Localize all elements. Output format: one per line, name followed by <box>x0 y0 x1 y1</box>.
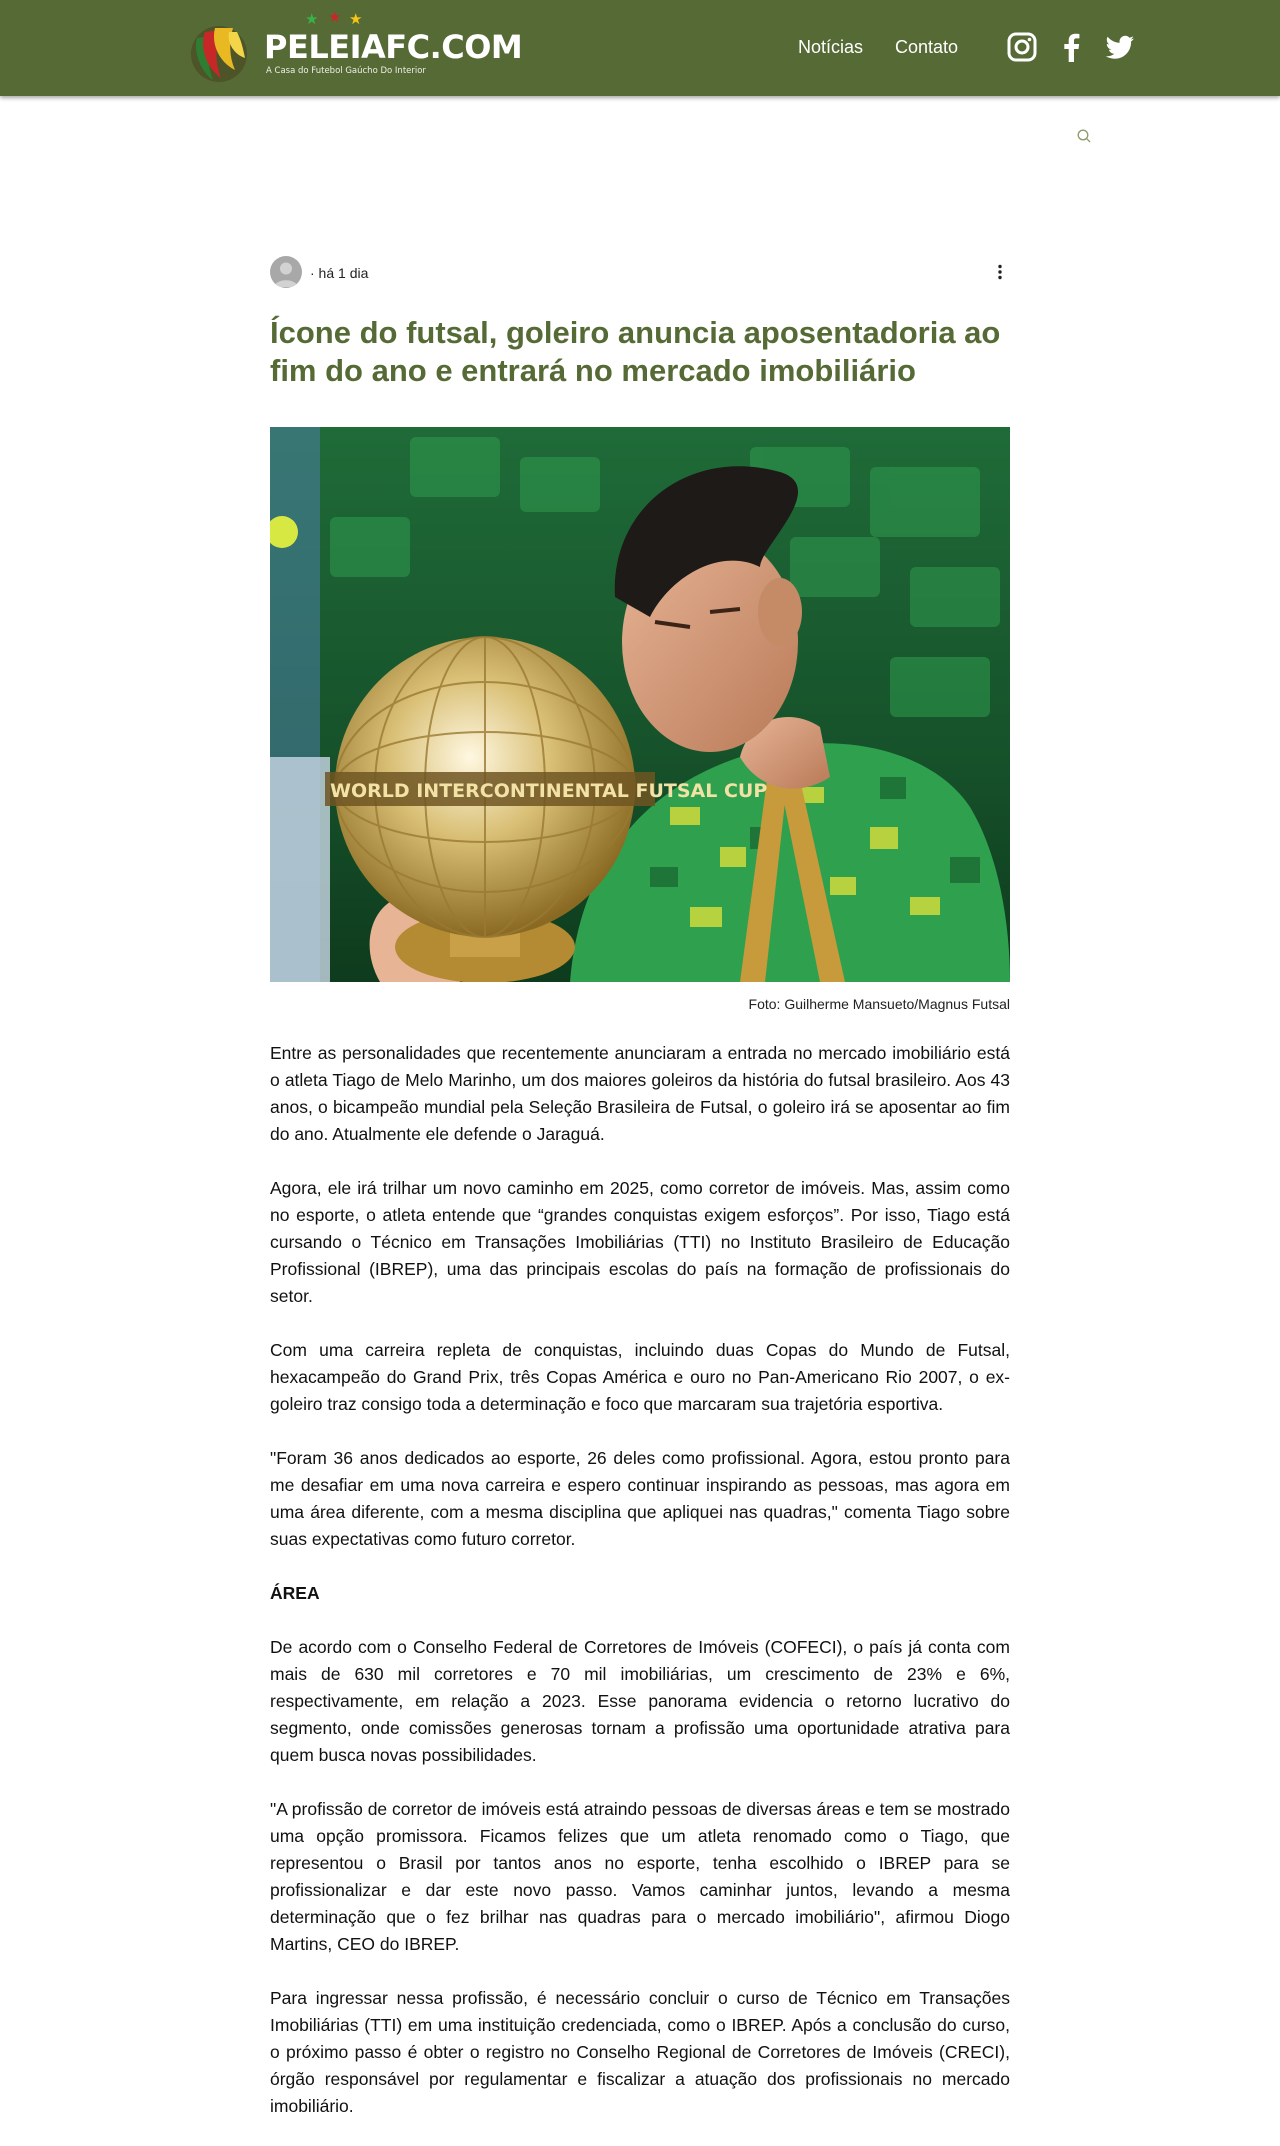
paragraph: Agora, ele irá trilhar um novo caminho em 2025, como corretor de imóveis. Mas, assim como no esporte, o atleta entende que “grandes conquistas exigem esforços”. Por isso, Tiago está cursando o Técnico em Transações Imobiliárias (TTI) no Instituto Brasileiro de Educação Profissional (IBREP), uma das principais escolas do país na formação de profissionais do setor. <box>270 1178 1010 1306</box>
nav-noticias[interactable]: Notícias <box>798 37 864 57</box>
yellow-star-icon: ★ <box>349 11 363 28</box>
site-header <box>0 0 1280 96</box>
logo-icon[interactable] <box>183 18 253 84</box>
more-actions-icon[interactable] <box>990 262 1010 282</box>
search-icon[interactable] <box>1076 128 1092 144</box>
user-icon <box>270 256 302 288</box>
paragraph: Entre as personalidades que recentemente anunciaram a entrada no mercado imobiliário está o atleta Tiago de Melo Marinho, um dos maiores goleiros da história do futsal brasileiro. Aos 43 anos, o bicampeão mundial pela Seleção Brasileira de Futsal, o goleiro irá se aposentar ao fim do ano. Atualmente ele defende o Jaraguá. <box>270 1043 1010 1144</box>
post-meta <box>270 256 1010 288</box>
paragraph: De acordo com o Conselho Federal de Corretores de Imóveis (COFECI), o país já conta com mais de 630 mil corretores e 70 mil imobiliárias, um crescimento de 23% e 6%, respectivamente, em relação a 2023. Esse panorama evidencia o retorno lucrativo do segmento, onde comissões generosas tornam a profissão uma oportunidade atrativa para quem busca novas possibilidades. <box>270 1637 1010 1765</box>
site-logo-title[interactable]: PELEIAFC.COM <box>264 28 523 66</box>
post-image[interactable] <box>270 427 1010 982</box>
green-star-icon: ★ <box>305 11 319 28</box>
paragraph: "A profissão de corretor de imóveis está atraindo pessoas de diversas áreas e tem se mostrado uma opção promissora. Ficamos felizes que um atleta renomado como o Tiago, que representou o Brasil por tantos anos no esporte, tenha escolhido o IBREP para se profissionalizar e dar este novo passo. Vamos caminhar juntos, levando a mesma determinação que o fez brilhar nas quadras para o mercado imobiliário", afirmou Diogo Martins, CEO do IBREP. <box>270 1799 1010 1954</box>
red-star-icon: ★ <box>328 9 342 26</box>
paragraph: Para ingressar nessa profissão, é necessário concluir o curso de Técnico em Transações Imobiliárias (TTI) em uma instituição credenciada, como o IBREP. Após a conclusão do curso, o próximo passo é obter o registro no Conselho Regional de Corretores de Imóveis (CRECI), órgão responsável por regulamentar e fiscalizar a atuação dos profissionais no mercado imobiliário. <box>270 1988 1010 2116</box>
paragraph: Com uma carreira repleta de conquistas, incluindo duas Copas do Mundo de Futsal, hexacampeão do Grand Prix, três Copas América e ouro no Pan-Americano Rio 2007, o ex-goleiro traz consigo toda a determinação e foco que marcaram sua trajetória esportiva. <box>270 1340 1010 1414</box>
nav-contato[interactable]: Contato <box>895 37 959 57</box>
section-heading: ÁREA <box>270 1583 320 1603</box>
instagram-icon[interactable] <box>1006 31 1038 63</box>
facebook-icon[interactable] <box>1056 31 1088 63</box>
post-title: Ícone do futsal, goleiro anuncia aposentadoria ao fim do ano e entrará no mercado imobiliário <box>270 315 1001 388</box>
post-photo-illustration <box>270 427 1010 982</box>
post-date: · há 1 dia <box>310 265 369 281</box>
twitter-icon[interactable] <box>1104 31 1136 63</box>
site-logo-subtitle: A Casa do Futebol Gaúcho Do Interior <box>266 66 426 76</box>
author-avatar[interactable] <box>270 256 302 288</box>
post-body <box>270 1040 1010 2146</box>
paragraph: "Foram 36 anos dedicados ao esporte, 26 deles como profissional. Agora, estou pronto para me desafiar em uma nova carreira e espero continuar inspirando as pessoas, mas agora em uma área diferente, com a mesma disciplina que apliquei nas quadras," comenta Tiago sobre suas expectativas como futuro corretor. <box>270 1448 1010 1549</box>
trophy-engraving: WORLD INTERCONTINENTAL FUTSAL CUP <box>330 780 768 802</box>
image-caption: Foto: Guilherme Mansueto/Magnus Futsal <box>748 996 1010 1012</box>
